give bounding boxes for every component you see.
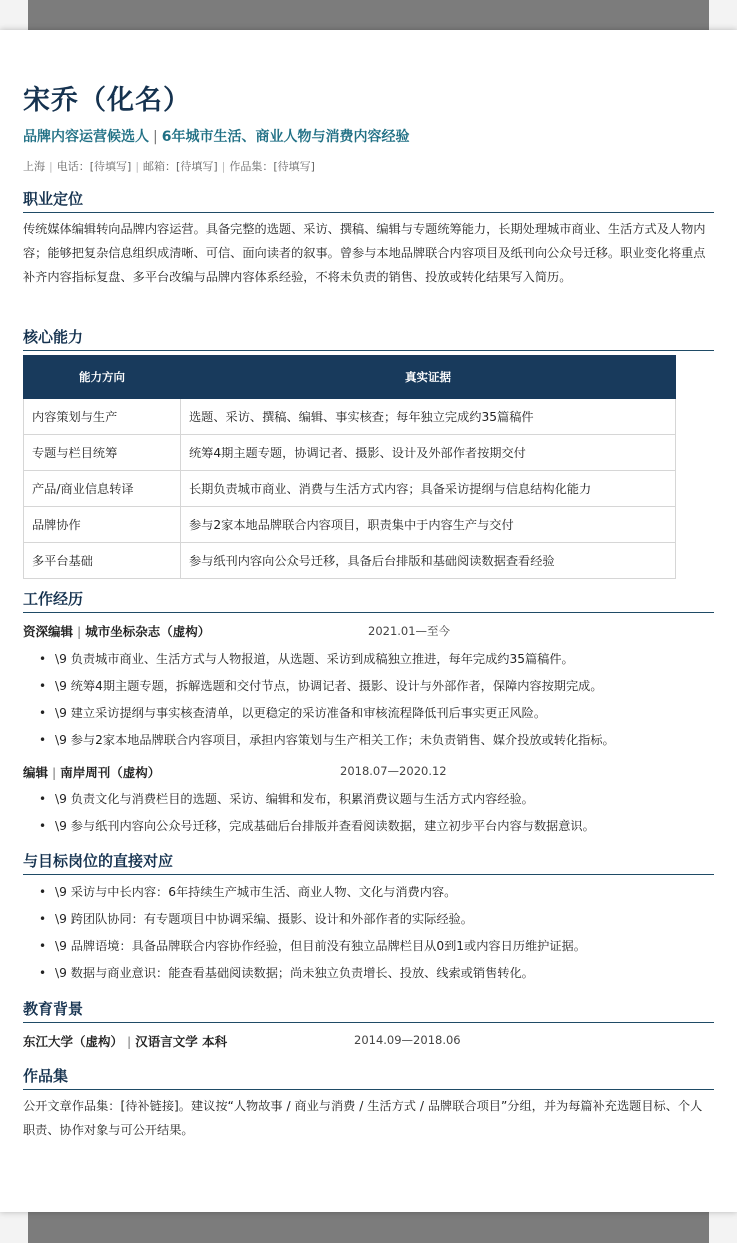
skill-direction-cell: 内容策划与生产 [24, 399, 181, 435]
education-school: 东江大学（虚构） [23, 1034, 124, 1049]
job-separator: | [77, 624, 82, 639]
subtitle-role: 品牌内容运营候选人 [23, 129, 149, 145]
table-row [24, 435, 676, 471]
list-item: • \9 跨团队协同：有专题项目中协调采编、摄影、设计和外部作者的实际经验。 [39, 906, 713, 933]
resume-page [0, 30, 737, 1212]
section-title-education: 教育背景 [23, 998, 714, 1023]
section-title-positioning: 职业定位 [23, 188, 714, 213]
list-item: • \9 建立采访提纲与事实核查清单，以更稳定的采访准备和审核流程降低刊后事实更正风险。 [39, 700, 713, 727]
job-bullets [23, 786, 713, 840]
subtitle-experience: 6年城市生活、商业人物与消费内容经验 [161, 129, 410, 145]
table-row [24, 543, 676, 579]
education-major: 汉语言文学 本科 [135, 1034, 228, 1049]
section-title-skills: 核心能力 [23, 326, 714, 351]
contact-portfolio: 作品集：[待填写] [229, 160, 315, 173]
job-company: 南岸周刊（虚构） [60, 765, 161, 780]
contact-email: 邮箱：[待填写] [143, 160, 218, 173]
skill-evidence-cell: 统筹4期主题专题，协调记者、摄影、设计及外部作者按期交付 [181, 435, 676, 471]
job-title: 资深编辑 [23, 624, 74, 639]
portfolio-paragraph: 公开文章作品集：[待补链接]。建议按“人物故事 / 商业与消费 / 生活方式 / 品牌联合项目”分组，并为每篇补充选题目标、个人职责、协作对象与可公开结果。 [23, 1099, 703, 1137]
job-separator: | [52, 765, 57, 780]
list-item: • \9 参与纸刊内容向公众号迁移，完成基础后台排版并查看阅读数据，建立初步平台内容与数据意识。 [39, 813, 713, 840]
table-row [24, 471, 676, 507]
skills-header-evidence: 真实证据 [181, 356, 676, 399]
skill-direction-cell: 专题与栏目统筹 [24, 435, 181, 471]
section-title-portfolio: 作品集 [23, 1065, 714, 1090]
skills-table-header-row [24, 356, 676, 399]
match-bullets [23, 879, 713, 987]
table-row [24, 399, 676, 435]
list-item: • \9 品牌语境：具备品牌联合内容协作经验，但目前没有独立品牌栏目从0到1或内容日历维护证据。 [39, 933, 713, 960]
education-date: 2014.09—2018.06 [354, 1033, 461, 1047]
top-frame-band [28, 0, 709, 30]
skill-evidence-cell: 参与2家本地品牌联合内容项目，职责集中于内容生产与交付 [181, 507, 676, 543]
job-date: 2021.01—至今 [368, 624, 451, 638]
subtitle-separator: | [153, 129, 158, 145]
education-separator: | [127, 1034, 132, 1049]
contact-city: 上海 [23, 160, 45, 173]
contact-line: 上海 | 电话：[待填写] | 邮箱：[待填写] | 作品集：[待填写] [23, 160, 315, 173]
skill-evidence-cell: 参与纸刊内容向公众号迁移，具备后台排版和基础阅读数据查看经验 [181, 543, 676, 579]
skills-header-direction: 能力方向 [24, 356, 181, 399]
skills-table [23, 355, 676, 579]
job-bullets [23, 646, 713, 754]
list-item: • \9 负责城市商业、生活方式与人物报道，从选题、采访到成稿独立推进，每年完成约35篇稿件。 [39, 646, 713, 673]
bottom-frame-band [28, 1212, 709, 1243]
skill-direction-cell: 品牌协作 [24, 507, 181, 543]
skill-direction-cell: 产品/商业信息转译 [24, 471, 181, 507]
list-item: • \9 统筹4期主题专题，拆解选题和交付节点，协调记者、摄影、设计与外部作者，保障内容按期完成。 [39, 673, 713, 700]
skill-evidence-cell: 选题、采访、撰稿、编辑、事实核查；每年独立完成约35篇稿件 [181, 399, 676, 435]
section-title-match: 与目标岗位的直接对应 [23, 850, 714, 875]
list-item: • \9 数据与商业意识：能查看基础阅读数据；尚未独立负责增长、投放、线索或销售转化。 [39, 960, 713, 987]
skill-evidence-cell: 长期负责城市商业、消费与生活方式内容；具备采访提纲与信息结构化能力 [181, 471, 676, 507]
positioning-paragraph: 传统媒体编辑转向品牌内容运营。具备完整的选题、采访、撰稿、编辑与专题统筹能力，长期处理城市商业、生活方式及人物内容；能够把复杂信息组织成清晰、可信、面向读者的叙事。曾参与本地品牌联合内容项目及纸刊向公众号迁移。职业变化将重点补齐内容指标复盘、多平台改编与品牌内容体系经验，不将未负责的销售、投放或转化结果写入简历。 [23, 222, 706, 284]
candidate-name: 宋乔（化名） [23, 85, 191, 116]
job-date: 2018.07—2020.12 [340, 764, 447, 778]
contact-phone: 电话：[待填写] [56, 160, 132, 173]
list-item: • \9 负责文化与消费栏目的选题、采访、编辑和发布，积累消费议题与生活方式内容经验。 [39, 786, 713, 813]
job-header [23, 622, 210, 640]
job-header [23, 763, 160, 781]
education-line [23, 1032, 227, 1050]
job-company: 城市坐标杂志（虚构） [85, 624, 211, 639]
list-item: • \9 采访与中长内容：6年持续生产城市生活、商业人物、文化与消费内容。 [39, 879, 713, 906]
candidate-subtitle [23, 126, 409, 146]
section-title-work: 工作经历 [23, 588, 714, 613]
table-row [24, 507, 676, 543]
list-item: • \9 参与2家本地品牌联合内容项目，承担内容策划与生产相关工作；未负责销售、媒介投放或转化指标。 [39, 727, 713, 754]
job-title: 编辑 [23, 765, 49, 780]
skill-direction-cell: 多平台基础 [24, 543, 181, 579]
